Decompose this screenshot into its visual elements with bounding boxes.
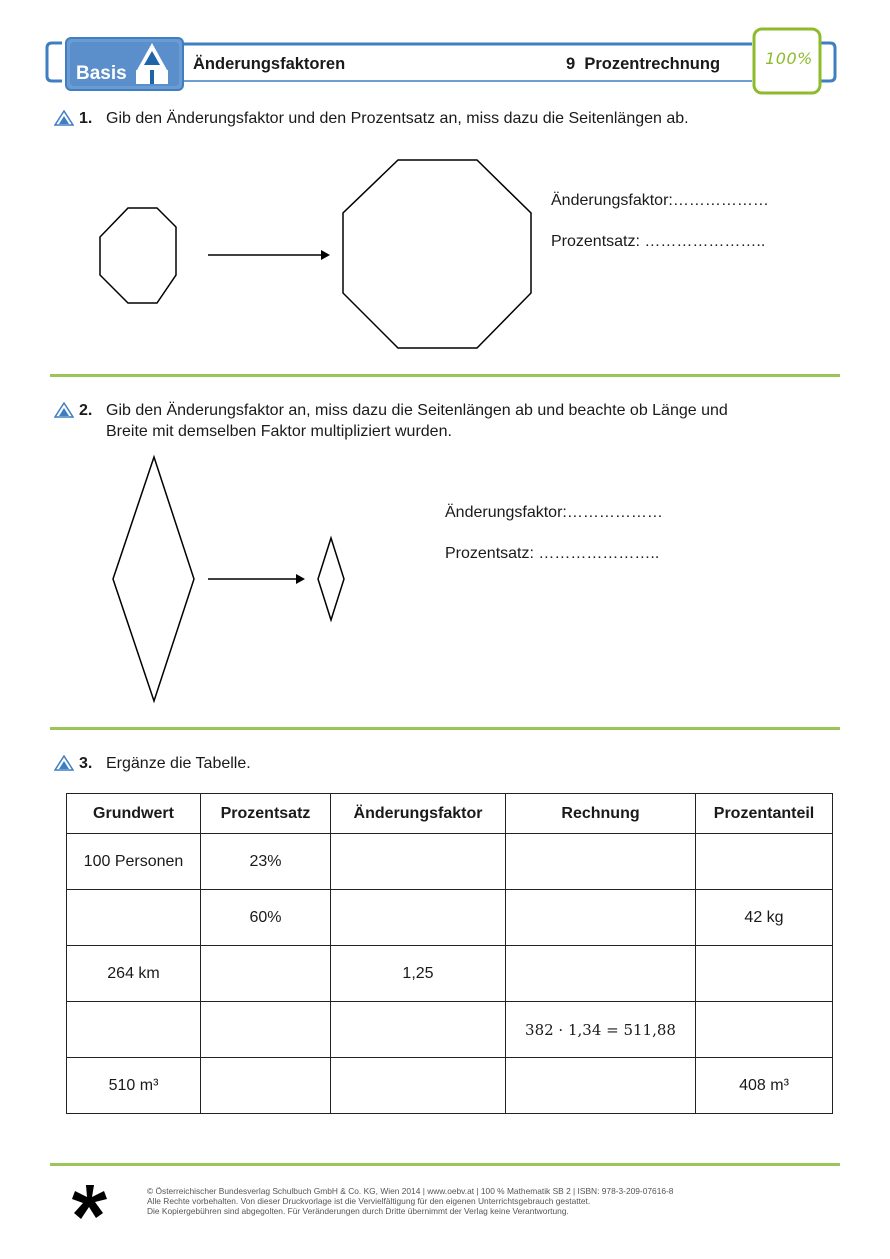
chapter-title: Prozentrechnung xyxy=(584,55,721,73)
table-row xyxy=(67,1002,833,1058)
footer-copyright xyxy=(147,1186,673,1216)
table-cell[interactable] xyxy=(331,890,506,946)
task-instruction: Gib den Änderungsfaktor und den Prozentsatz an, miss dazu die Seitenlängen ab. xyxy=(106,110,689,127)
arrow-head xyxy=(296,574,305,584)
header-grundwert: Grundwert xyxy=(67,794,201,834)
table-cell[interactable] xyxy=(506,890,696,946)
hundred-percent-logo: 100% xyxy=(765,49,813,68)
triangle-level-icon xyxy=(54,110,74,126)
task-1-figure xyxy=(90,150,550,360)
table-cell[interactable]: 264 km xyxy=(67,946,201,1002)
factor-answer-field[interactable]: Änderungsfaktor:……………… xyxy=(445,504,663,521)
calculation-cell[interactable]: 382 · 1,34 = 511,88 xyxy=(506,1002,696,1058)
task-instruction: Ergänze die Tabelle. xyxy=(106,755,251,772)
task-1 xyxy=(54,108,854,132)
table-header-row xyxy=(67,794,833,834)
footer-line-3: Die Kopiergebühren sind abgegolten. Für Veränderungen durch Dritte übernimmt der Verlag keine Verantwortung. xyxy=(147,1206,569,1216)
table-cell[interactable]: 23% xyxy=(201,834,331,890)
table-cell[interactable] xyxy=(696,1002,833,1058)
footer-line-1: © Österreichischer Bundesverlag Schulbuch GmbH & Co. KG, Wien 2014 | www.oebv.at | 100 % Mathematik SB 2 | ISBN: 978-3-209-07616-8 xyxy=(147,1186,674,1196)
section-divider xyxy=(50,727,840,730)
small-octagon xyxy=(100,208,176,303)
table-row xyxy=(67,834,833,890)
task-instruction-line-1: Gib den Änderungsfaktor an, miss dazu die Seitenlängen ab und beachte ob Länge und xyxy=(106,402,728,419)
publisher-logo-icon xyxy=(70,1183,110,1223)
table-cell[interactable]: 510 m³ xyxy=(67,1058,201,1114)
task-number: 1. xyxy=(79,110,93,127)
table-cell[interactable]: 408 m³ xyxy=(696,1058,833,1114)
large-octagon xyxy=(343,160,531,348)
section-divider xyxy=(50,374,840,377)
table-cell[interactable]: 1,25 xyxy=(331,946,506,1002)
percentage-table xyxy=(66,793,833,1114)
header-prozentanteil: Prozentanteil xyxy=(696,794,833,834)
triangle-level-icon xyxy=(54,402,74,418)
large-rhombus xyxy=(113,457,194,701)
table-row xyxy=(67,890,833,946)
chapter-heading xyxy=(566,55,720,74)
task-2-figure xyxy=(100,450,360,710)
task-instruction-line-2: Breite mit demselben Faktor multipliziert wurden. xyxy=(106,423,452,440)
task-number: 2. xyxy=(79,402,93,419)
percent-answer-field[interactable]: Prozentsatz: ………………….. xyxy=(445,545,660,562)
table-cell[interactable] xyxy=(67,1002,201,1058)
task-3 xyxy=(54,753,854,777)
triangle-level-icon xyxy=(54,755,74,771)
table-cell[interactable]: 100 Personen xyxy=(67,834,201,890)
table-cell[interactable] xyxy=(201,1002,331,1058)
footer-divider xyxy=(50,1163,840,1166)
table-cell[interactable] xyxy=(331,1058,506,1114)
header-rechnung: Rechnung xyxy=(506,794,696,834)
table-cell[interactable] xyxy=(331,1002,506,1058)
table-cell[interactable] xyxy=(696,834,833,890)
table-cell[interactable] xyxy=(506,1058,696,1114)
arrow-head xyxy=(321,250,330,260)
percent-answer-field[interactable]: Prozentsatz: ………………….. xyxy=(551,233,766,250)
header-prozentsatz: Prozentsatz xyxy=(201,794,331,834)
table-cell[interactable] xyxy=(331,834,506,890)
small-rhombus xyxy=(318,538,344,620)
table-cell[interactable] xyxy=(506,834,696,890)
table-cell[interactable]: 42 kg xyxy=(696,890,833,946)
table-row xyxy=(67,946,833,1002)
table-cell[interactable] xyxy=(67,890,201,946)
table-row xyxy=(67,1058,833,1114)
table-cell[interactable] xyxy=(696,946,833,1002)
worksheet-title: Änderungsfaktoren xyxy=(193,55,346,73)
factor-answer-field[interactable]: Änderungsfaktor:……………… xyxy=(551,192,769,209)
basis-badge-label: Basis xyxy=(76,63,127,84)
table-cell[interactable]: 60% xyxy=(201,890,331,946)
chapter-number: 9 xyxy=(566,55,576,73)
table-cell[interactable] xyxy=(506,946,696,1002)
task-2 xyxy=(54,400,854,444)
footer-line-2: Alle Rechte vorbehalten. Von dieser Druckvorlage ist die Vervielfältigung für den eigenen Unterrichtsgebrauch gestattet. xyxy=(147,1196,591,1206)
table-cell[interactable] xyxy=(201,1058,331,1114)
task-number: 3. xyxy=(79,755,93,772)
table-cell[interactable] xyxy=(201,946,331,1002)
header-aenderungsfaktor: Änderungsfaktor xyxy=(331,794,506,834)
